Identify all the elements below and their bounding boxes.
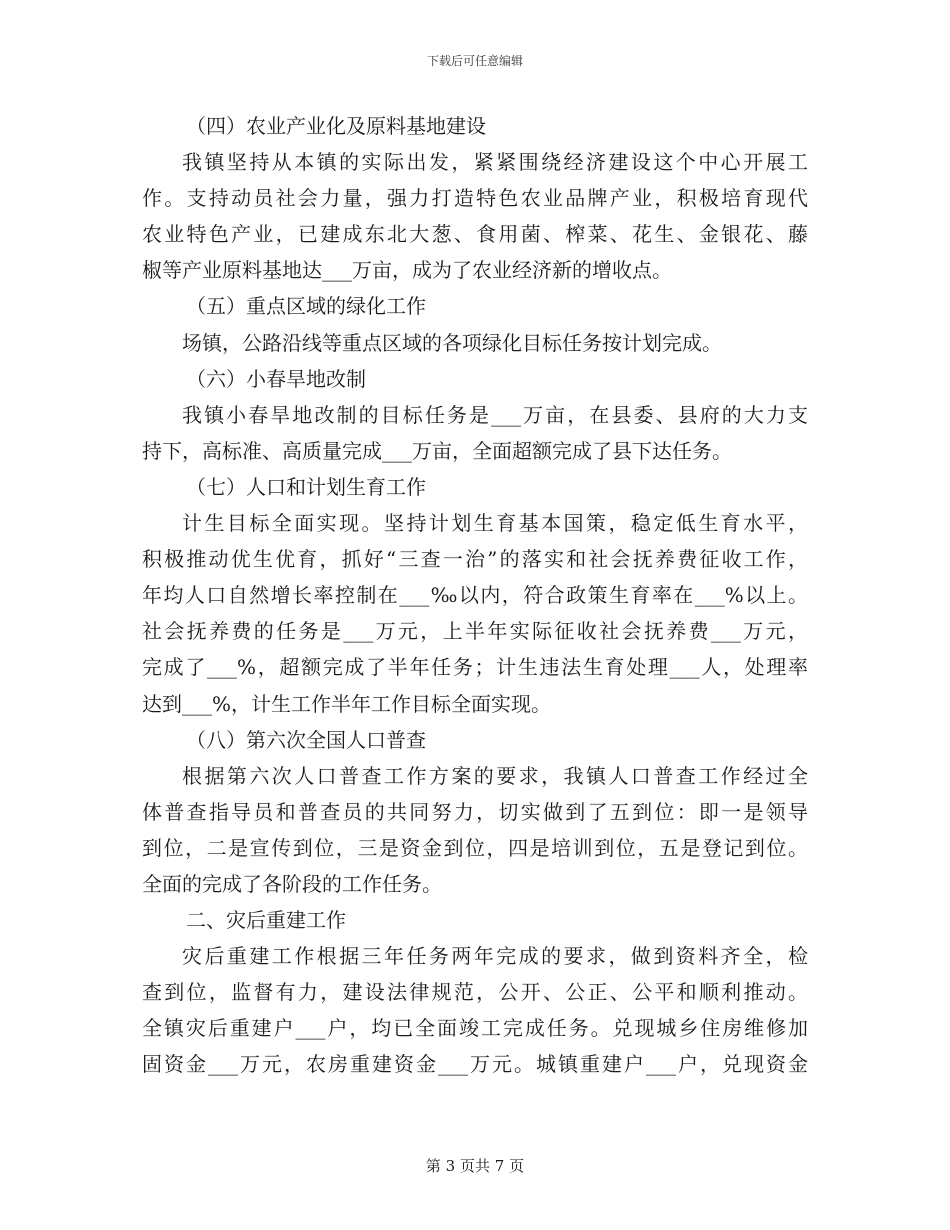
page-footer: 第 3 页共 7 页	[425, 1157, 525, 1175]
text-line: 积极推动优生优育，抓好“三查一治”的落实和社会抚养费征收工作，	[142, 547, 808, 572]
text-line: 我镇坚持从本镇的实际出发，紧紧围绕经济建设这个中心开展工	[182, 150, 808, 175]
text-line: 作。支持动员社会力量，强力打造特色农业品牌产业，积极培育现代	[142, 186, 808, 211]
text-line: 根据第六次人口普查工作方案的要求，我镇人口普查工作经过全	[182, 763, 808, 788]
text-line: 全面的完成了各阶段的工作任务。	[142, 871, 442, 896]
section-heading: （六）小春旱地改制	[186, 366, 366, 391]
text-line: 我镇小春旱地改制的目标任务是___万亩，在县委、县府的大力支	[182, 402, 808, 427]
text-line: 完成了___%，超额完成了半年任务；计生违法生育处理___人，处理率	[142, 655, 808, 680]
text-line: 达到___%，计生工作半年工作目标全面实现。	[142, 691, 552, 716]
text-line: 计生目标全面实现。坚持计划生育基本国策，稳定低生育水平，	[182, 511, 808, 536]
text-line: 场镇，公路沿线等重点区域的各项绿化目标任务按计划完成。	[182, 330, 722, 355]
page-header-note: 下载后可任意编辑	[426, 54, 523, 68]
text-line: 农业特色产业，已建成东北大葱、食用菌、榨菜、花生、金银花、藤	[142, 222, 808, 247]
text-line: 全镇灾后重建户___户，均已全面竣工完成任务。兑现城乡住房维修加	[142, 1016, 808, 1041]
text-line: 固资金___万元，农房重建资金___万元。城镇重建户___户，兑现资金	[142, 1052, 808, 1077]
text-line: 社会抚养费的任务是___万元，上半年实际征收社会抚养费___万元，	[142, 619, 808, 644]
section-heading: （四）农业产业化及原料基地建设	[186, 114, 486, 138]
text-line: 到位，二是宣传到位，三是资金到位，四是培训到位，五是登记到位。	[142, 835, 808, 860]
text-line: 体普查指导员和普查员的共同努力，切实做到了五到位：即一是领导	[142, 799, 808, 824]
document-body	[142, 108, 808, 1083]
section-heading: （五）重点区域的绿化工作	[186, 294, 426, 319]
section-heading: （七）人口和计划生育工作	[186, 474, 426, 499]
section-heading: （八）第六次全国人口普查	[186, 727, 426, 752]
text-line: 年均人口自然增长率控制在___‰以内，符合政策生育率在___%以上。	[142, 583, 808, 608]
section-heading: 二、灾后重建工作	[186, 908, 346, 933]
text-line: 灾后重建工作根据三年任务两年完成的要求，做到资料齐全，检	[182, 944, 808, 969]
text-line: 查到位，监督有力，建设法律规范，公开、公正、公平和顺利推动。	[142, 980, 808, 1005]
text-line: 持下，高标准、高质量完成___万亩，全面超额完成了县下达任务。	[142, 438, 732, 463]
text-line: 椒等产业原料基地达___万亩，成为了农业经济新的增收点。	[142, 258, 672, 283]
